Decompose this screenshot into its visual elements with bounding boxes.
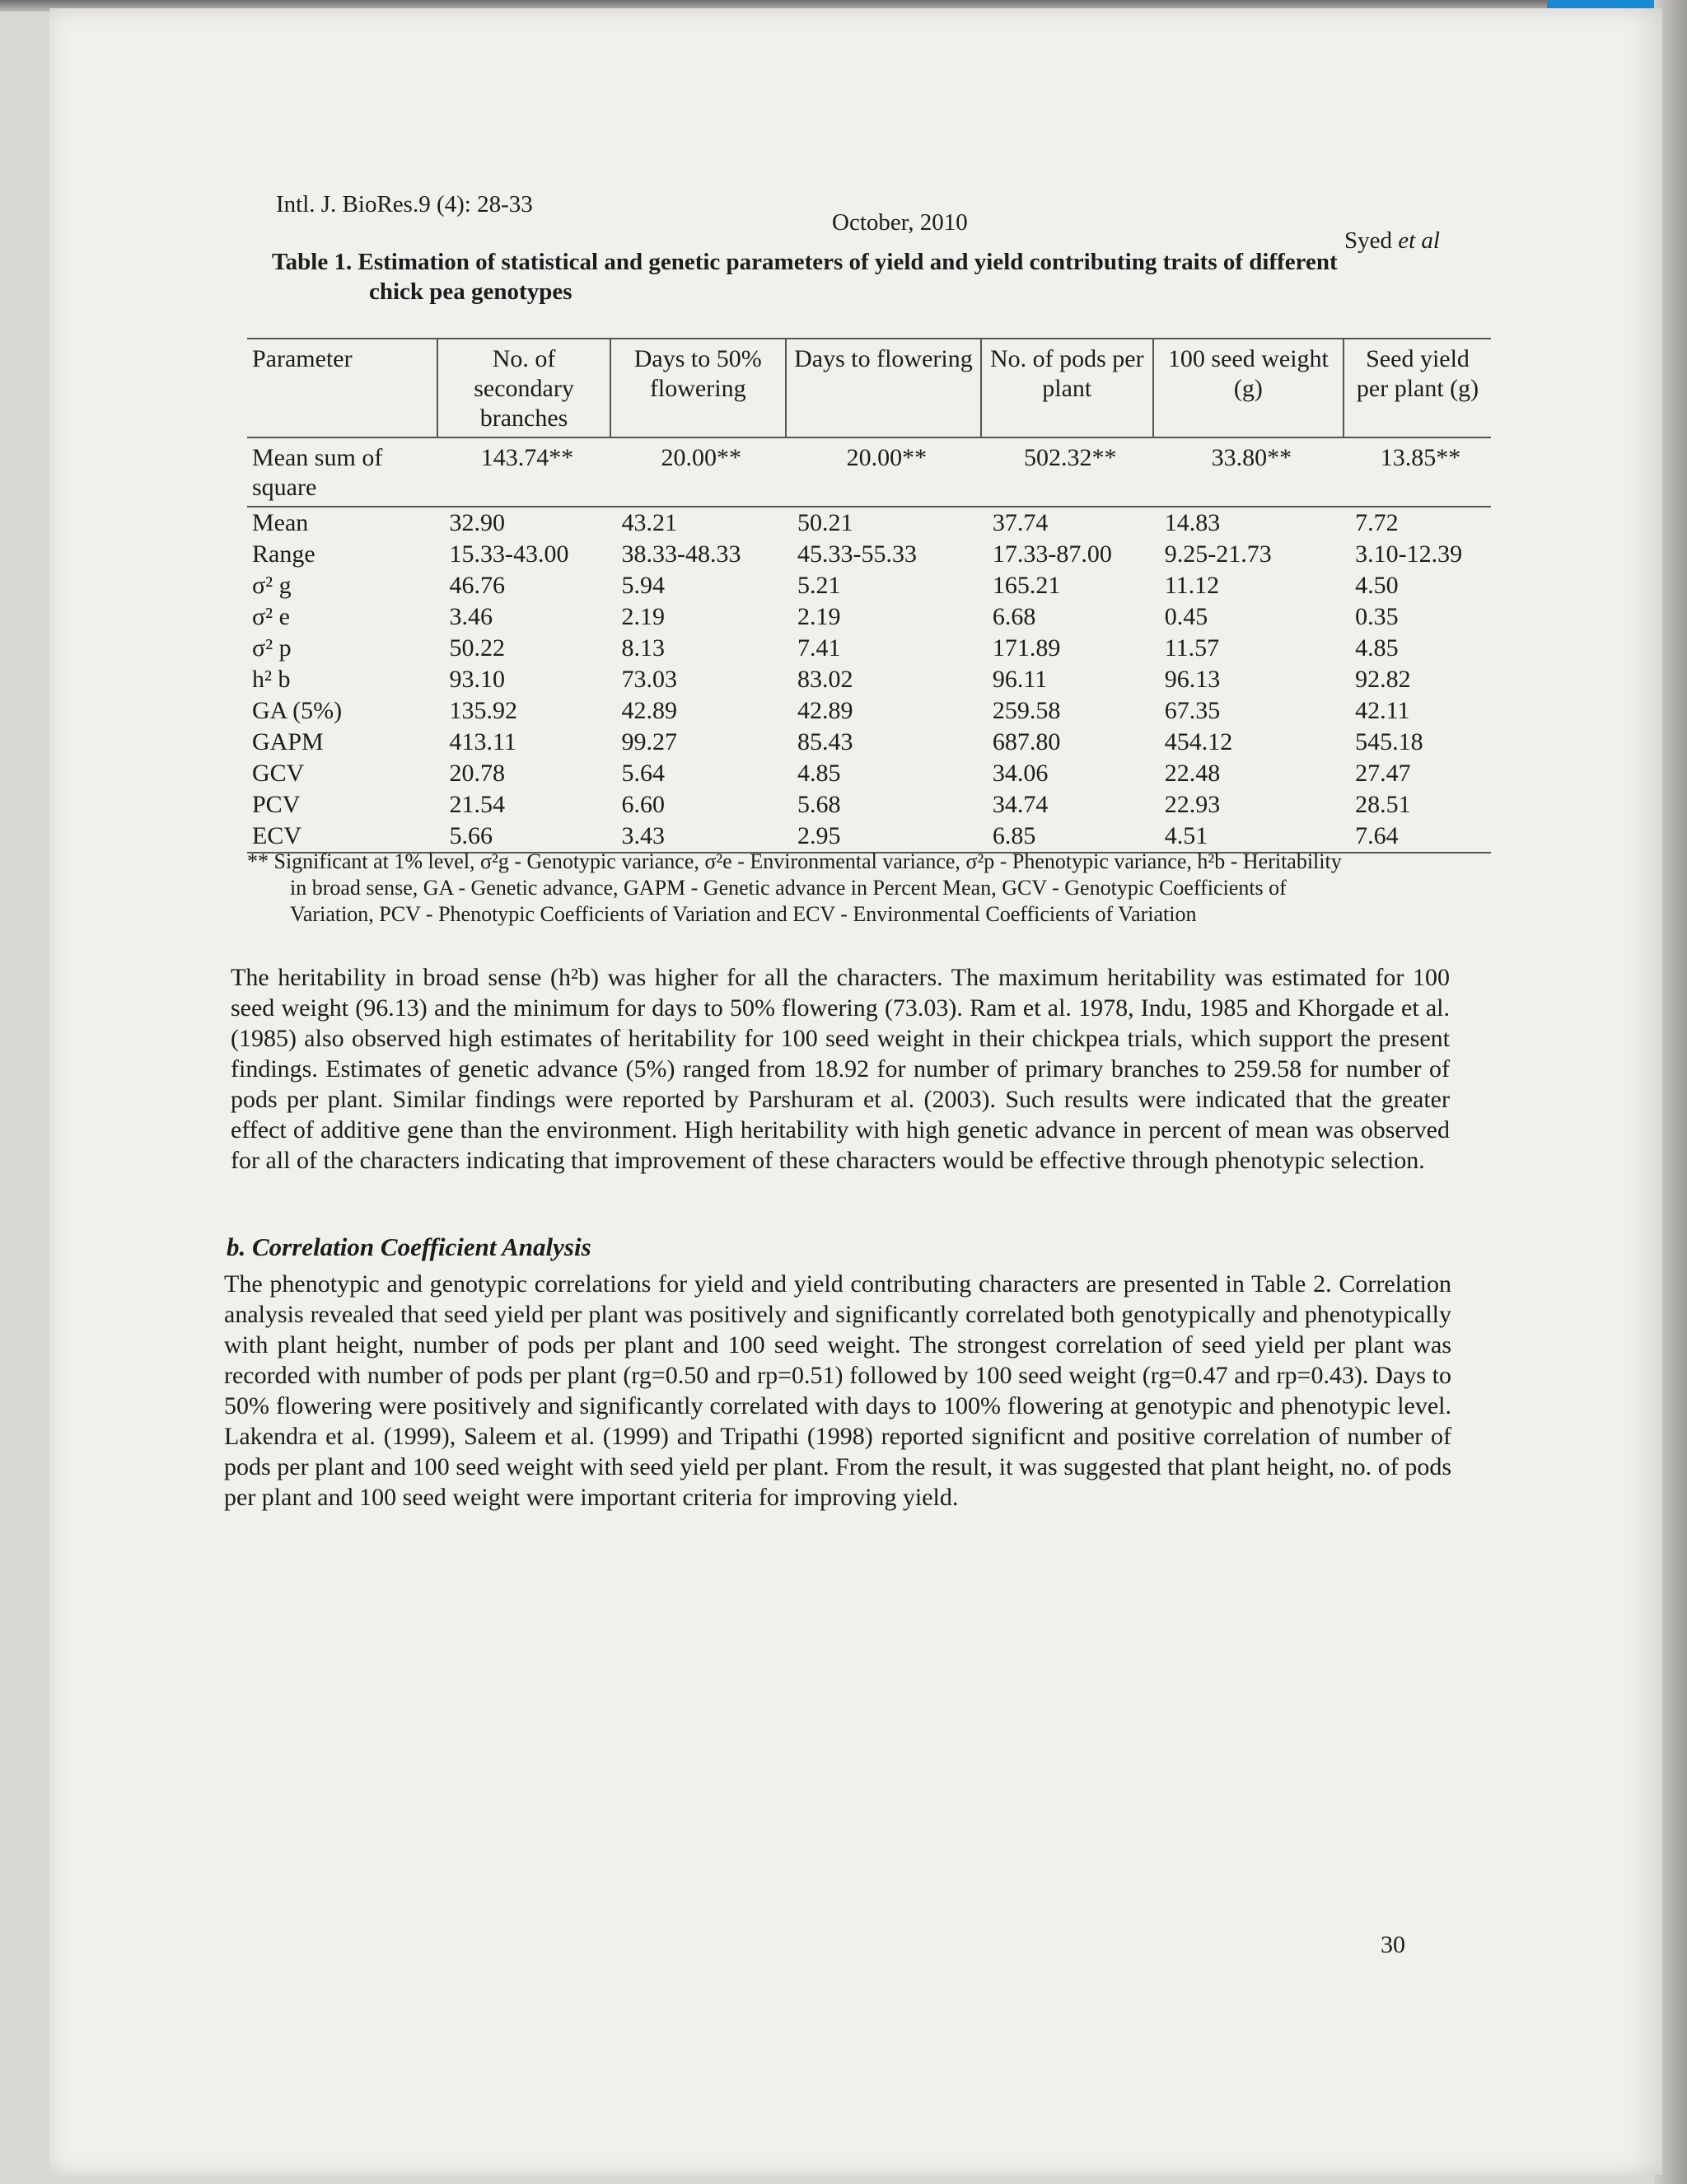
table-cell: 38.33-48.33 xyxy=(621,540,741,568)
row-label: Mean sum of square xyxy=(247,437,437,507)
row-label: σ² e xyxy=(252,603,290,630)
table-cell: 7.64 xyxy=(1344,821,1491,853)
table-cell: 2.19 xyxy=(621,603,666,630)
table-caption-line1: Table 1. Estimation of statistical and genetic parameters of yield and yield contributing traits of different xyxy=(272,249,1338,275)
table-cell: 34.74 xyxy=(992,791,1049,818)
table-cell: 8.13 xyxy=(621,634,666,662)
column-header: No. of secondary branches xyxy=(437,339,610,437)
table-cell: 0.45 xyxy=(1164,603,1208,630)
table-cell: 28.51 xyxy=(1355,791,1411,818)
row-label: Range xyxy=(252,540,315,568)
table-cell: 43.21 xyxy=(621,509,678,536)
table-cell: 2.95 xyxy=(786,821,981,853)
table-cell: 22.93 xyxy=(1164,791,1221,818)
footnote-line1: ** Significant at 1% level, σ²g - Genotypic variance, σ²e - Environmental variance, σ²p - Phenotypic variance, h²b - Heritability xyxy=(247,849,1342,873)
table-row xyxy=(247,601,1491,633)
table-row xyxy=(247,570,1491,601)
table-row xyxy=(247,695,1491,727)
table-cell: 6.85 xyxy=(981,821,1153,853)
table-cell: 4.50 xyxy=(1355,572,1399,599)
table-cell: 20.00** xyxy=(786,437,981,507)
table-cell: 50.22 xyxy=(449,634,505,662)
table-cell: 34.06 xyxy=(992,760,1049,787)
table-row xyxy=(247,633,1491,664)
issue-date: October, 2010 xyxy=(832,209,968,236)
table-cell: 42.11 xyxy=(1355,697,1410,724)
table-cell: 9.25-21.73 xyxy=(1164,540,1272,568)
table-cell: 17.33-87.00 xyxy=(992,540,1112,568)
table-cell: 11.12 xyxy=(1164,572,1220,599)
table-cell: 7.41 xyxy=(797,634,841,662)
table-cell: 259.58 xyxy=(992,697,1061,724)
table-cell: 143.74** xyxy=(437,437,610,507)
table-header-row xyxy=(247,339,1491,437)
table-row xyxy=(247,664,1491,695)
table-cell: 5.68 xyxy=(797,791,841,818)
row-label: σ² p xyxy=(252,634,292,662)
table-row xyxy=(247,539,1491,570)
column-header: Parameter xyxy=(247,339,437,437)
mean-sum-of-square-row xyxy=(247,437,1491,507)
table-cell: 42.89 xyxy=(621,697,678,724)
author-line: Syed et al xyxy=(1344,227,1440,254)
row-label: ECV xyxy=(247,821,437,853)
table-cell: 99.27 xyxy=(621,728,678,755)
table-cell: 96.11 xyxy=(992,666,1048,693)
table-cell: 14.83 xyxy=(1164,509,1221,536)
table-cell: 92.82 xyxy=(1355,666,1411,693)
table-cell: 85.43 xyxy=(797,728,853,755)
journal-citation: Intl. J. BioRes.9 (4): 28-33 xyxy=(276,191,533,217)
table-cell: 4.85 xyxy=(797,760,841,787)
table-cell: 165.21 xyxy=(992,572,1061,599)
row-label: σ² g xyxy=(252,572,292,599)
column-header: Days to flowering xyxy=(786,339,981,437)
table-cell: 6.68 xyxy=(992,603,1036,630)
table-row xyxy=(247,727,1491,758)
table-cell: 171.89 xyxy=(992,634,1061,662)
table-cell: 5.21 xyxy=(797,572,841,599)
table-caption-line2: chick pea genotypes xyxy=(369,278,572,305)
table-cell: 454.12 xyxy=(1164,728,1233,755)
parameters-table xyxy=(247,338,1491,853)
row-label: GA (5%) xyxy=(252,697,343,724)
table-cell: 21.54 xyxy=(449,791,505,818)
table-cell: 4.85 xyxy=(1355,634,1399,662)
table-footnote xyxy=(247,849,1466,928)
table-cell: 5.94 xyxy=(621,572,666,599)
page-number: 30 xyxy=(1381,1931,1405,1958)
table-cell: 45.33-55.33 xyxy=(797,540,917,568)
row-label: h² b xyxy=(252,666,291,693)
table-cell: 687.80 xyxy=(992,728,1061,755)
table-cell: 20.00** xyxy=(610,437,786,507)
table-cell: 7.72 xyxy=(1355,509,1399,536)
table-cell: 50.21 xyxy=(797,509,853,536)
heritability-paragraph: The heritability in broad sense (h²b) was higher for all the characters. The maximum heritability was estimated for 100 seed weight (96.13) and the minimum for days to 50% flowering (73.03). Ram et al. 1978, Indu, 1985 and Khorgade et al. (1985) also observed high estimates of heritability for 100 seed weight in their chickpea trials, which support the present findings. Estimates of genetic advance (5%) ranged from 18.92 for number of primary branches to 259.58 for number of pods per plant. Similar findings were reported by Parshuram et al. (2003). Such results were indicated that the greater effect of additive gene than the environment. High heritability with high genetic advance in percent of mean was observed for all of the characters indicating that improvement of these characters would be effective through phenotypic selection. xyxy=(231,964,1450,1174)
table-cell: 413.11 xyxy=(449,728,516,755)
table-cell: 0.35 xyxy=(1355,603,1399,630)
footnote-line2: in broad sense, GA - Genetic advance, GAPM - Genetic advance in Percent Mean, GCV - Genotypic Coefficients of xyxy=(290,876,1287,900)
footnote-line3: Variation, PCV - Phenotypic Coefficients of Variation and ECV - Environmental Coefficients of Variation xyxy=(290,902,1197,926)
table-cell: 13.85** xyxy=(1344,437,1491,507)
column-header: No. of pods per plant xyxy=(981,339,1153,437)
table-cell: 4.51 xyxy=(1153,821,1344,853)
table-cell: 3.43 xyxy=(610,821,786,853)
table-cell: 37.74 xyxy=(992,509,1049,536)
row-label: GAPM xyxy=(252,728,324,755)
table-cell: 502.32** xyxy=(981,437,1153,507)
table-cell: 27.47 xyxy=(1355,760,1411,787)
table-cell: 5.64 xyxy=(621,760,666,787)
table-cell: 135.92 xyxy=(449,697,517,724)
column-header: 100 seed weight (g) xyxy=(1153,339,1344,437)
table-cell: 5.66 xyxy=(437,821,610,853)
table-row xyxy=(247,507,1491,539)
table-cell: 42.89 xyxy=(797,697,853,724)
row-label: Mean xyxy=(252,509,309,536)
table-row xyxy=(247,789,1491,821)
row-label: PCV xyxy=(252,791,301,818)
table-cell: 6.60 xyxy=(621,791,666,818)
table-cell: 96.13 xyxy=(1164,666,1221,693)
table-cell: 73.03 xyxy=(621,666,678,693)
table-cell: 83.02 xyxy=(797,666,853,693)
table-cell: 67.35 xyxy=(1164,697,1221,724)
table-cell: 93.10 xyxy=(449,666,505,693)
column-header: Seed yield per plant (g) xyxy=(1344,339,1491,437)
table-cell: 3.46 xyxy=(449,603,493,630)
table-row xyxy=(247,758,1491,789)
column-header: Days to 50% flowering xyxy=(610,339,786,437)
table-cell: 22.48 xyxy=(1164,760,1221,787)
table-cell: 32.90 xyxy=(449,509,505,536)
table-cell: 3.10-12.39 xyxy=(1355,540,1463,568)
table-cell: 46.76 xyxy=(449,572,505,599)
table-cell: 11.57 xyxy=(1164,634,1220,662)
section-heading: b. Correlation Coefficient Analysis xyxy=(227,1232,591,1261)
table-caption xyxy=(272,247,1491,306)
table-cell: 20.78 xyxy=(449,760,505,787)
table-cell: 15.33-43.00 xyxy=(449,540,569,568)
correlation-paragraph: The phenotypic and genotypic correlations for yield and yield contributing characters are presented in Table 2. Correlation analysis revealed that seed yield per plant was positively and significantly correlated both genotypically and phenotypically with plant height, number of pods per plant and 100 seed weight. The strongest correlation of seed yield per plant was recorded with number of pods per plant (rg=0.50 and rp=0.51) followed by 100 seed weight (rg=0.47 and rp=0.43). Days to 50% flowering were positively and significantly correlated with days to 100% flowering at genotypic and phenotypic level. Lakendra et al. (1999), Saleem et al. (1999) and Tripathi (1998) reported significnt and positive correlation of number of pods per plant and 100 seed weight with seed yield per plant. From the result, it was suggested that plant height, no. of pods per plant and 100 seed weight were important criteria for improving yield. xyxy=(224,1270,1451,1511)
row-label: GCV xyxy=(252,760,305,787)
table-cell: 545.18 xyxy=(1355,728,1423,755)
table-cell: 33.80** xyxy=(1153,437,1344,507)
table-cell: 2.19 xyxy=(797,603,841,630)
